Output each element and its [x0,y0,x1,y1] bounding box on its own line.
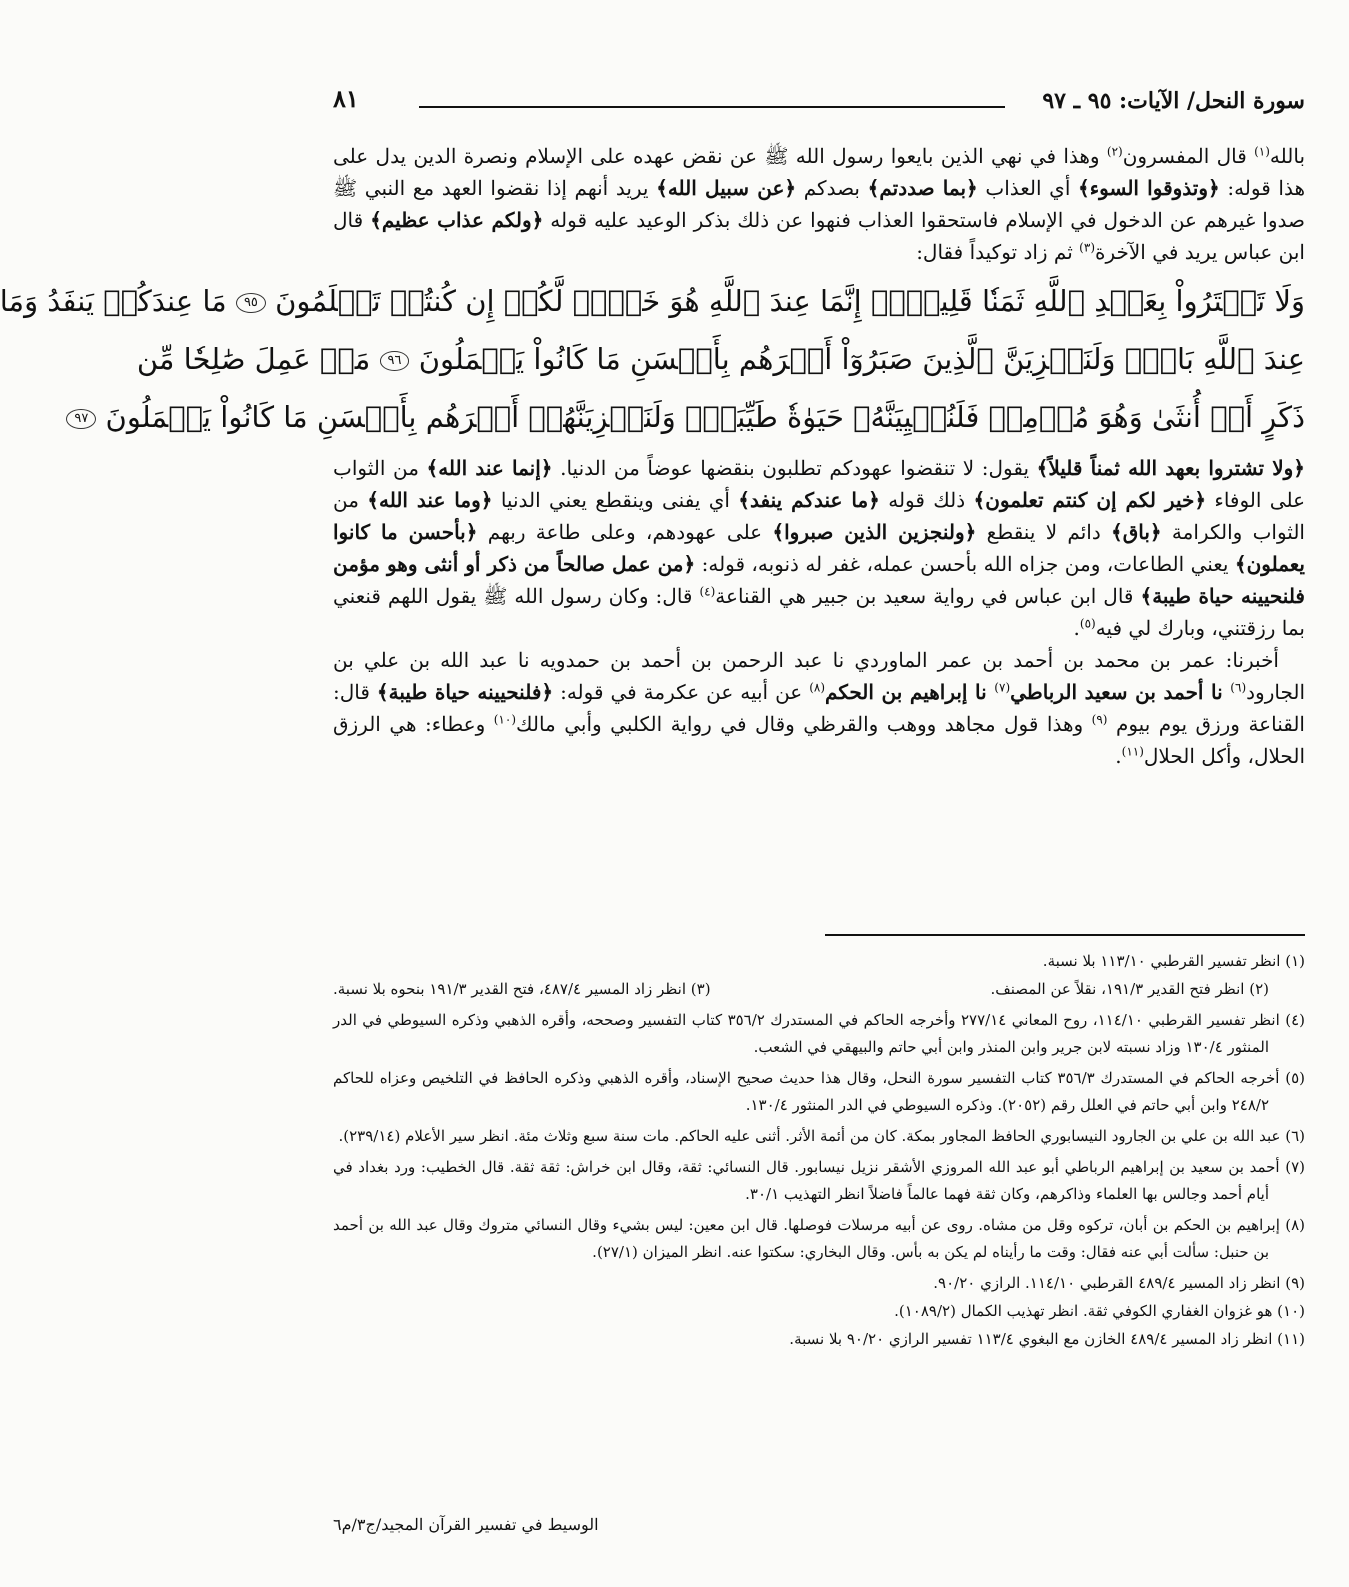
quran-quote: ﴿باق﴾ [1111,520,1162,544]
footnote-ref: (١) [1254,144,1270,159]
footnote-8: (٨) إبراهيم بن الحكم بن أبان، تركوه وقل من مشاه. روى عن أبيه مرسلات فوصلها. قال ابن معين: ليس بشيء وقال النسائي متروك وقال عبد الله بن أحمد بن حنبل: سألت أبي عنه فقال: وقت ما رأيناه لم يكن به بأس. وقال البخاري: سكتوا عنه. انظر الميزان (٢٧/١). [333,1216,1305,1261]
footnote-1: (١) انظر تفسير القرطبي ١١٣/١٠ بلا نسبة. [1042,952,1305,970]
main-text [0,140,1306,772]
verse-number-marker: ٩٥ [236,293,266,313]
footnote-4: (٤) انظر تفسير القرطبي ١١٤/١٠، روح المعاني ٢٧٧/١٤ وأخرجه الحاكم في المستدرك ٣٥٦/٢ كتاب التفسير وصححه، وأقره الذهبي وذكره السيوطي في الدر المنثور ١٣٠/٤ وزاد نسبته لابن جرير وابن المنذر وابن أبي حاتم والبيهقي في الشعب. [333,1011,1305,1056]
signature-mark: الوسيط في تفسير القرآن المجيد/ج٣/م٦ [333,1515,599,1534]
footnote-ref: (٥) [1079,616,1096,631]
footnote-row-2-3 [333,976,1305,1003]
footnote-3: (٣) انظر زاد المسير ٤٨٧/٤، فتح القدير ١٩١/٣ بنحوه بلا نسبة. [333,980,711,998]
quran-quote: ﴿وتذوقوا السوء﴾ [1078,176,1220,200]
paragraph-isnad: أخبرنا: عمر بن محمد بن أحمد بن عمر الماوردي نا عبد الرحمن بن أحمد بن حمدويه نا عبد الله بن علي بن الجارود$^{(٦)}$ نا أحمد بن سعيد الرباطي$^{(٧)}$ نا إبراهيم بن الحكم$^{(٨)}$ عن أبيه عن عكرمة في قوله: ﴿فلنحيينه حياة طيبة﴾ قال: القناعة ورزق يوم بيوم $^{(٩)}$ وهذا قول مجاهد ووهب والقرظي وقال في رواية الكلبي وأبي مالك$^{(١٠)}$ وعطاء: هي الرزق الحلال، وأكل الحلال$^{(١١)}$. [333,648,1306,768]
quran-quote: ﴿بأحسن ما كانوا يعملون﴾ [333,520,1305,576]
quran-quote: ﴿عن سبيل الله﴾ [656,176,797,200]
footnote-2: (٢) انظر فتح القدير ١٩١/٣، نقلاً عن المصنف. [990,980,1269,998]
quran-quote: ﴿فلنحيينه حياة طيبة﴾ [376,680,554,704]
quran-quote: ﴿ولا تشتروا بعهد الله ثمناً قليلاً﴾ [1036,456,1305,480]
quran-quote: ﴿خير لكم إن كنتم تعلمون﴾ [973,488,1207,512]
footnote-ref: (٧) [994,680,1011,695]
header-rule [419,106,1005,108]
footnote-ref: (٦) [1230,680,1247,695]
quran-quote: ﴿ولكم عذاب عظيم﴾ [370,208,544,232]
quran-quote: ﴿من عمل صالحاً من ذكر أو أنثى وهو مؤمن فلنحيينه حياة طيبة﴾ [333,552,1305,608]
verse-line: وَلَا تَشۡتَرُواْ بِعَهۡدِ ٱللَّهِ ثَمَنٗا قَلِيلًاۚ إِنَّمَا عِندَ ٱللَّهِ هُوَ خَيۡرٞ لَّكُمۡ إِن كُنتُمۡ تَعۡلَمُونَ ٩٥ مَا عِندَكُمۡ يَنفَدُ وَمَا [0,284,1305,318]
footnote-ref: (٩) [1091,712,1108,727]
footnote-ref: (١٠) [493,712,516,727]
footnotes [333,948,1305,1354]
quran-quote: ﴿بما صددتم﴾ [867,176,978,200]
quran-quote: ﴿وما عند الله﴾ [367,488,493,512]
footnote-ref: (٣) [1079,240,1095,255]
footnote-ref: (٤) [699,584,716,599]
running-title: سورة النحل/ الآيات: ٩٥ ـ ٩٧ [1042,88,1305,114]
footnote-7: (٧) أحمد بن سعيد بن إبراهيم الرباطي أبو عبد الله المروزي الأشقر نزيل نيسابور. قال النسائي: ثقة، وقال ابن خراش: ثقة ثقة. قال الخطيب: ورد بغداد في أيام أحمد وجالس بها العلماء وذاكرهم، وكان ثقة فهما عالماً فاضلاً انظر التهذيب ٣٠/١. [333,1158,1305,1203]
footnote-10: (١٠) هو غزوان الغفاري الكوفي ثقة. انظر تهذيب الكمال (١٠٨٩/٢). [894,1302,1305,1320]
quran-quote: ﴿إنما عند الله﴾ [426,456,553,480]
footnote-6: (٦) عبد الله بن علي بن الجارود النيسابوري الحافظ المجاور بمكة. كان من أئمة الأثر. أثنى عليه الحاكم. مات سنة سبع وثلاث مئة. انظر سير الأعلام (٢٣٩/١٤). [338,1127,1305,1145]
verse-line: عِندَ ٱللَّهِ بَاقٖۗ وَلَنَجۡزِيَنَّ ٱلَّذِينَ صَبَرُوٓاْ أَجۡرَهُم بِأَحۡسَنِ مَا كَانُواْ يَعۡمَلُونَ ٩٦ مَنۡ عَمِلَ صَٰلِحٗا مِّن [136,342,1305,376]
quran-quote: ﴿ما عندكم ينفد﴾ [738,488,880,512]
footnote-5: (٥) أخرجه الحاكم في المستدرك ٣٥٦/٣ كتاب التفسير سورة النحل، وقال هذا حديث صحيح الإسناد، وأقره الذهبي وذكره الحافظ في التلخيص وعزاه للحاكم ٢٤٨/٢ وابن أبي حاتم في العلل رقم (٢٠٥٢). وذكره السيوطي في الدر المنثور ١٣٠/٤. [333,1069,1305,1114]
footnote-9: (٩) انظر زاد المسير ٤٨٩/٤ القرطبي ١١٤/١٠. الرازي ٩٠/٢٠. [933,1274,1305,1292]
quran-verses [0,272,1305,446]
page-number: ٨١ [333,84,359,113]
quran-quote: ﴿ولنجزين الذين صبروا﴾ [772,520,977,544]
footnote-11: (١١) انظر زاد المسير ٤٨٩/٤ الخازن مع البغوي ١١٣/٤ تفسير الرازي ٩٠/٢٠ بلا نسبة. [789,1330,1305,1348]
paragraph-intro: بالله$^{(١)}$ قال المفسرون$^{(٢)}$ وهذا في نهي الذين بايعوا رسول الله ﷺ عن نقض عهده على الإسلام ونصرة الدين يدل على هذا قوله: ﴿وتذوقوا السوء﴾ أي العذاب ﴿بما صددتم﴾ بصدكم ﴿عن سبيل الله﴾ يريد أنهم إذا نقضوا العهد مع النبي ﷺ صدوا غيرهم عن الدخول في الإسلام فاستحقوا العذاب فنهوا عن ذلك بذكر الوعيد عليه قوله ﴿ولكم عذاب عظيم﴾ قال ابن عباس يريد في الآخرة$^{(٣)}$ ثم زاد توكيداً فقال: [333,144,1306,264]
verse-number-marker: ٩٧ [66,409,96,429]
verse-number-marker: ٩٦ [380,351,410,371]
verse-line: ذَكَرٍ أَوۡ أُنثَىٰ وَهُوَ مُؤۡمِنٞ فَلَنُحۡيِيَنَّهُۥ حَيَوٰةٗ طَيِّبَةٗۖ وَلَنَجۡزِيَنَّهُمۡ أَجۡرَهُم بِأَحۡسَنِ مَا كَانُواْ يَعۡمَلُونَ ٩٧ [333,388,1305,446]
footnote-ref: (٢) [1106,144,1123,159]
footnote-separator [825,934,1305,936]
footnote-ref: (٨) [809,680,826,695]
footnote-ref: (١١) [1121,744,1144,759]
paragraph-commentary: ﴿ولا تشتروا بعهد الله ثمناً قليلاً﴾ يقول: لا تنقضوا عهودكم تطلبون بنقضها عوضاً من الدنيا. ﴿إنما عند الله﴾ من الثواب على الوفاء ﴿خير لكم إن كنتم تعلمون﴾ ذلك قوله ﴿ما عندكم ينفد﴾ أي يفنى وينقطع يعني الدنيا ﴿وما عند الله﴾ من الثواب والكرامة ﴿باق﴾ دائم لا ينقطع ﴿ولنجزين الذين صبروا﴾ على عهودهم، وعلى طاعة ربهم ﴿بأحسن ما كانوا يعملون﴾ يعني الطاعات، ومن جزاه الله بأحسن عمله، غفر له ذنوبه، قوله: ﴿من عمل صالحاً من ذكر أو أنثى وهو مؤمن فلنحيينه حياة طيبة﴾ قال ابن عباس في رواية سعيد بن جبير هي القناعة$^{(٤)}$ قال: وكان رسول الله ﷺ يقول اللهم قنعني بما رزقتني، وبارك لي فيه$^{(٥)}$. [333,456,1306,640]
page-header [333,78,1305,118]
